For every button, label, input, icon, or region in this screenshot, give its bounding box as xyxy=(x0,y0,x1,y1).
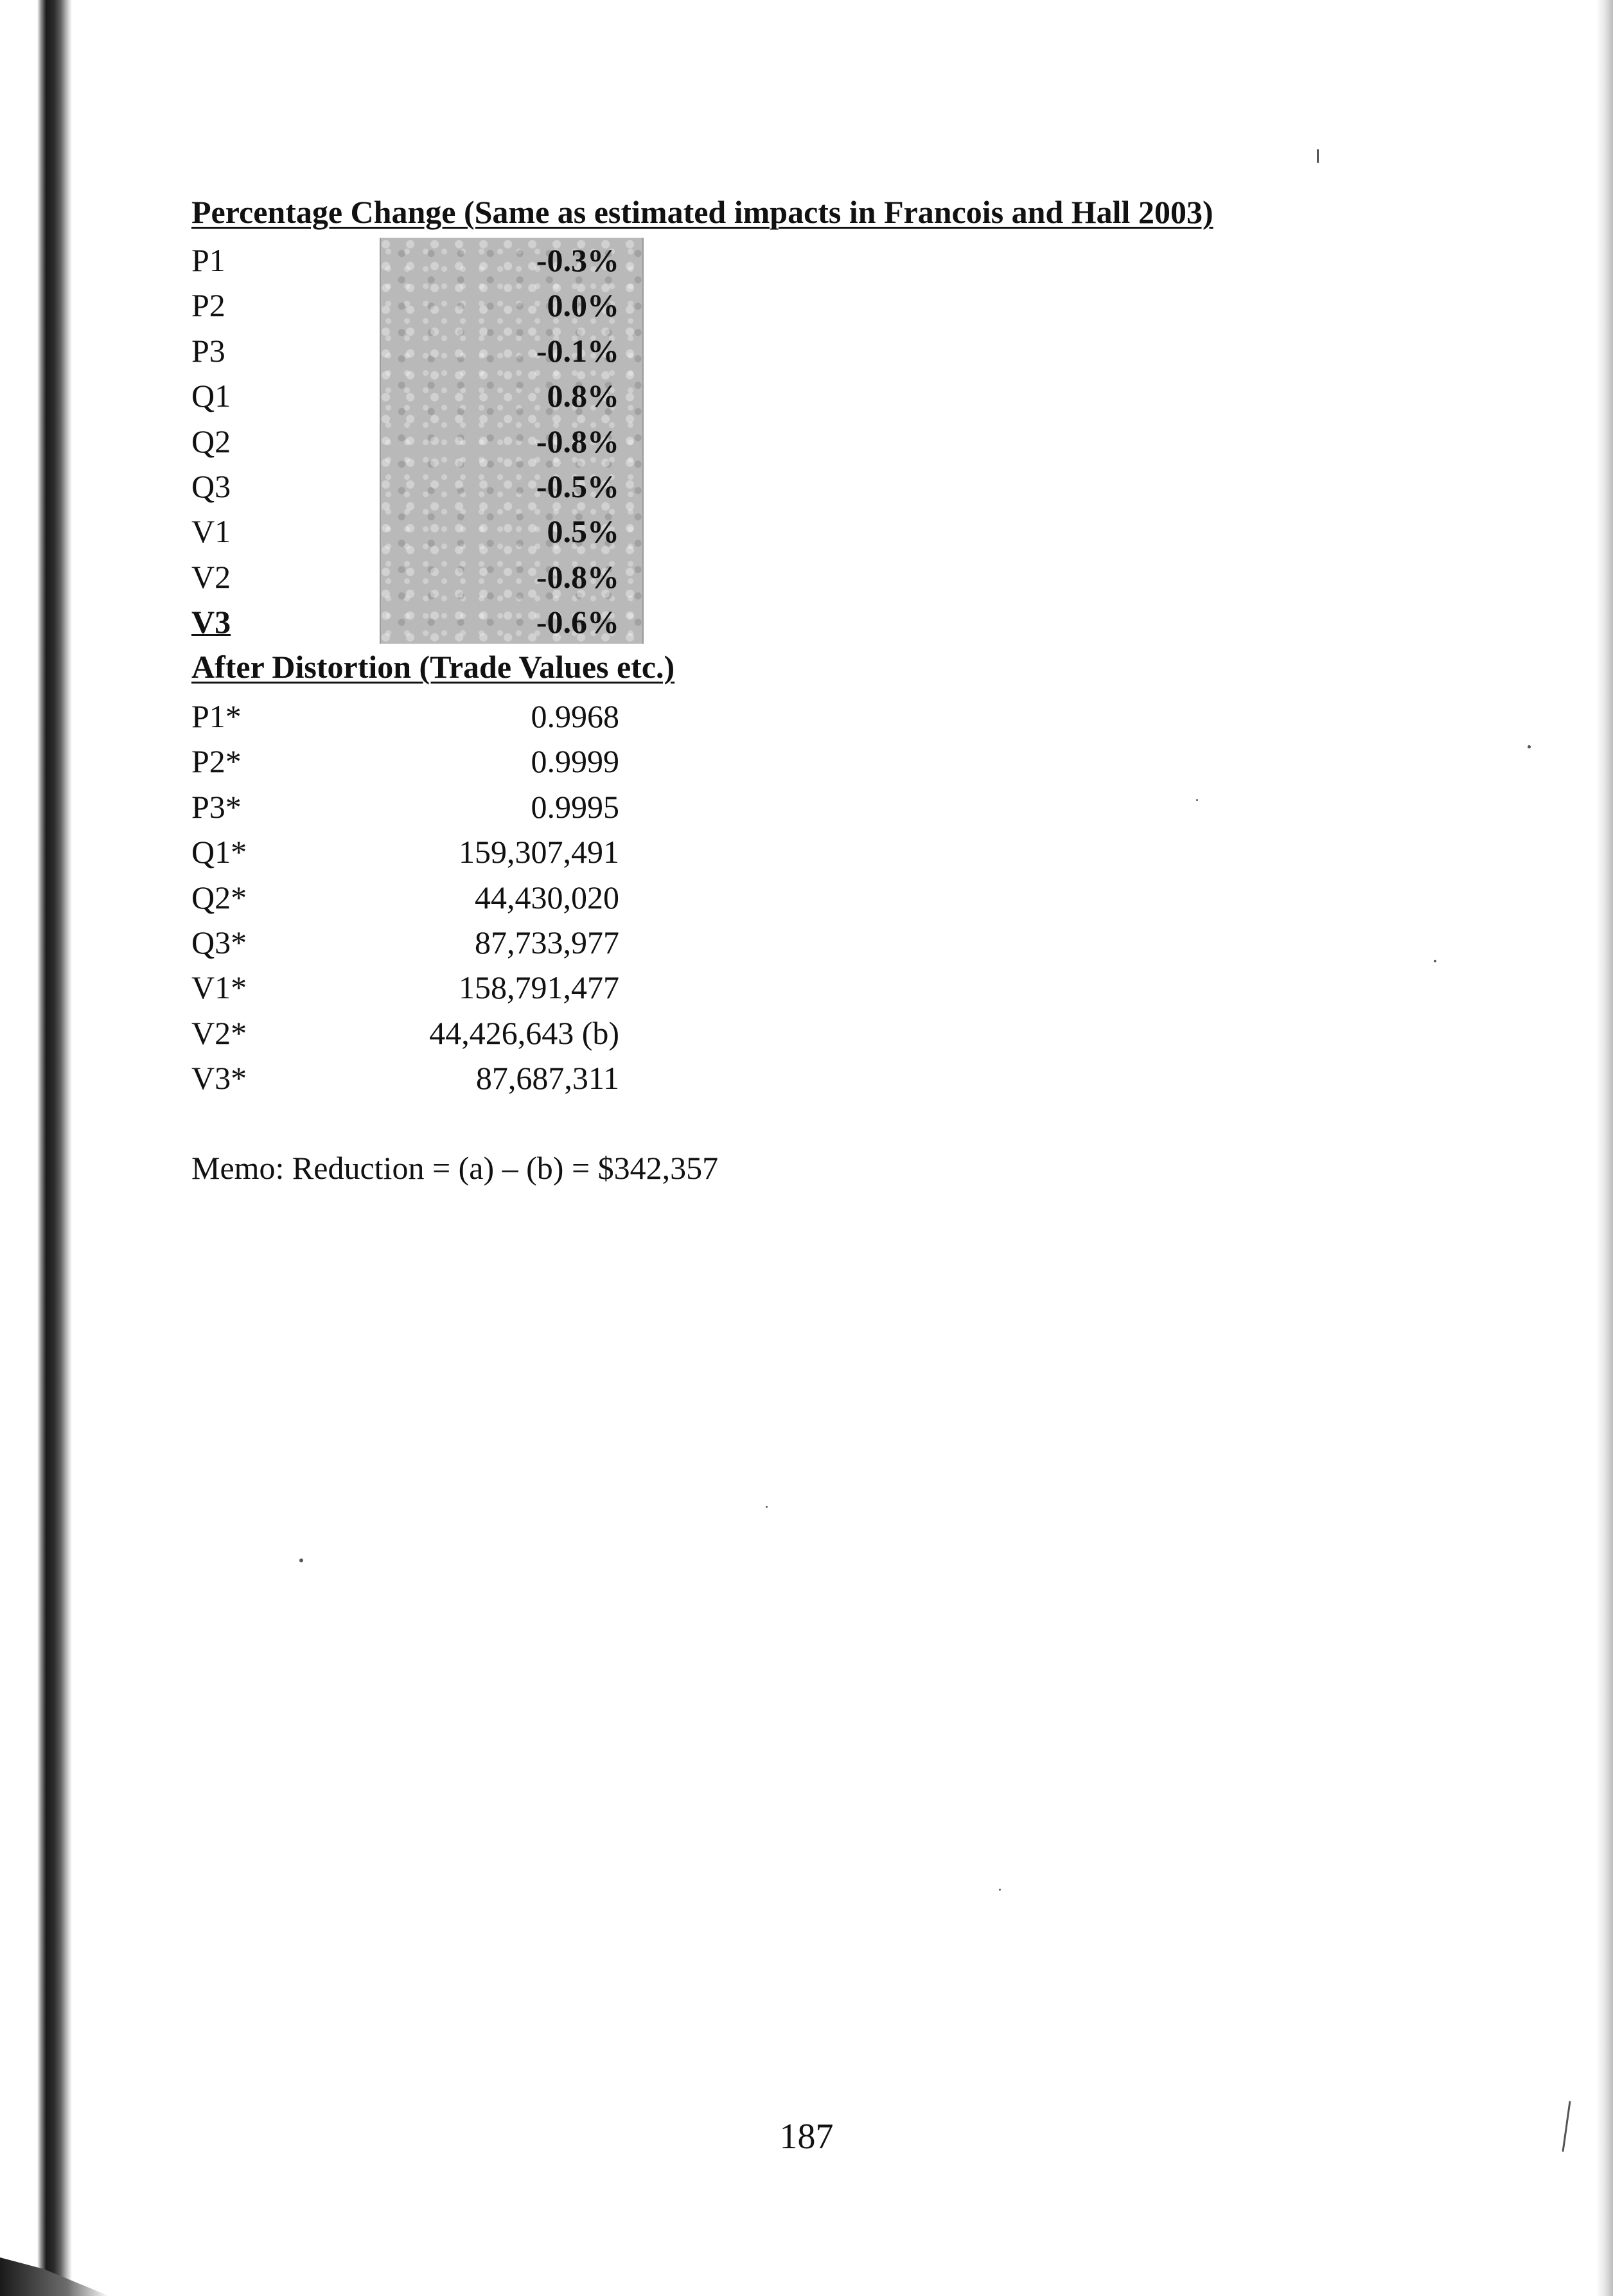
scan-right-edge xyxy=(1596,0,1613,2296)
row-value: 0.9995 xyxy=(531,788,619,825)
scan-speck xyxy=(1528,745,1531,748)
table-row xyxy=(191,238,641,283)
table-row xyxy=(191,554,641,599)
row-value: 44,430,020 xyxy=(475,879,619,915)
row-label: Q3* xyxy=(191,924,247,960)
row-value: 44,426,643 (b) xyxy=(429,1014,619,1051)
row-value: -0.3% xyxy=(536,242,619,278)
row-label: P1 xyxy=(191,242,225,278)
table-row xyxy=(191,920,641,965)
row-value: 0.9999 xyxy=(531,743,619,780)
table-row xyxy=(191,419,641,464)
row-label: Q1* xyxy=(191,834,247,870)
table-row xyxy=(191,373,641,418)
scan-speck xyxy=(766,1506,768,1508)
row-value: 87,733,977 xyxy=(475,924,619,960)
scan-speck xyxy=(999,1889,1001,1891)
row-value: 87,687,311 xyxy=(475,1060,619,1097)
row-value: -0.8% xyxy=(536,423,619,459)
memo-text: Memo: Reduction = (a) – (b) = $342,357 xyxy=(191,1150,719,1186)
table-row xyxy=(191,694,641,739)
row-value: 159,307,491 xyxy=(459,834,619,870)
row-value: -0.8% xyxy=(536,558,619,595)
row-label: V3* xyxy=(191,1060,247,1097)
table-row xyxy=(191,1055,641,1100)
row-value: 0.5% xyxy=(547,513,619,550)
table-row xyxy=(191,283,641,328)
row-label: V3 xyxy=(191,604,231,640)
scan-binding-edge xyxy=(0,0,72,2296)
table-row xyxy=(191,1011,641,1055)
row-value: 0.0% xyxy=(547,287,619,324)
after-distortion-table xyxy=(191,694,641,1101)
row-label: P2* xyxy=(191,743,242,780)
row-value: 158,791,477 xyxy=(459,969,619,1006)
row-label: Q2* xyxy=(191,879,247,915)
row-label: P2 xyxy=(191,287,225,324)
table-row xyxy=(191,784,641,829)
table-row xyxy=(191,875,641,920)
after-distortion-heading: After Distortion (Trade Values etc.) xyxy=(191,649,675,685)
row-label: Q1 xyxy=(191,378,231,414)
row-value: -0.1% xyxy=(536,332,619,369)
table-row xyxy=(191,464,641,509)
row-label: V2 xyxy=(191,558,231,595)
row-value: 0.9968 xyxy=(531,698,619,734)
scan-speck xyxy=(1196,799,1198,801)
table-row xyxy=(191,328,641,373)
table-row xyxy=(191,829,641,874)
table-row xyxy=(191,739,641,784)
percentage-change-heading: Percentage Change (Same as estimated impacts in Francois and Hall 2003) xyxy=(191,194,1213,230)
row-value: -0.6% xyxy=(536,604,619,640)
table-row xyxy=(191,599,641,644)
row-label: Q2 xyxy=(191,423,231,459)
row-label: V1* xyxy=(191,969,247,1006)
scan-speck xyxy=(299,1559,303,1562)
row-label: P3 xyxy=(191,332,225,369)
page-number: 187 xyxy=(779,2117,834,2157)
scan-speck xyxy=(1317,149,1319,163)
row-label: V1 xyxy=(191,513,231,550)
percentage-change-table xyxy=(191,238,641,645)
row-label: P3* xyxy=(191,788,242,825)
scan-speck xyxy=(1434,960,1436,962)
row-label: Q3 xyxy=(191,468,231,504)
row-value: -0.5% xyxy=(536,468,619,504)
row-value: 0.8% xyxy=(547,378,619,414)
table-row xyxy=(191,509,641,554)
row-label: V2* xyxy=(191,1014,247,1051)
table-row xyxy=(191,965,641,1010)
row-label: P1* xyxy=(191,698,242,734)
